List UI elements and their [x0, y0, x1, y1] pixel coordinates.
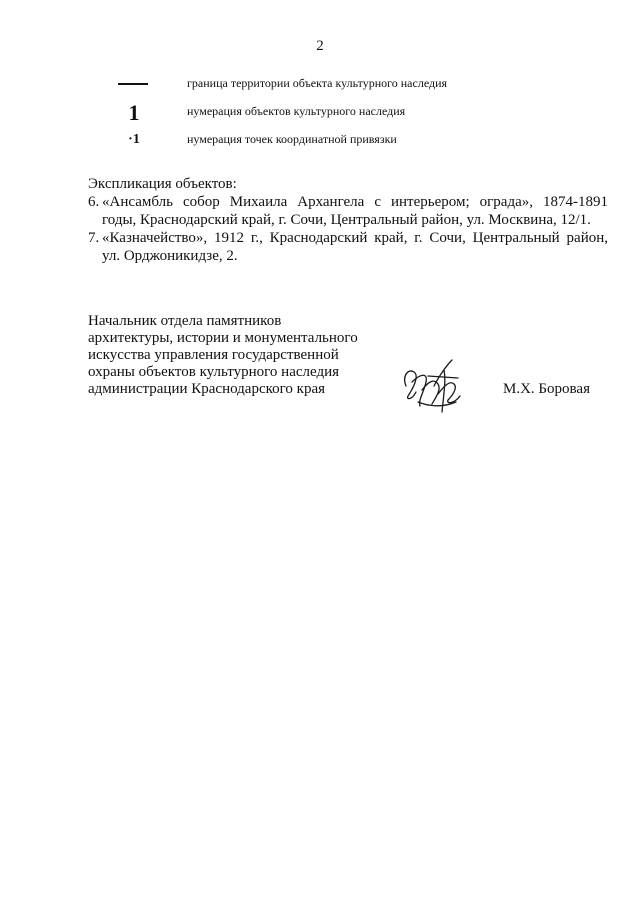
signer-name: М.Х. Боровая [503, 381, 590, 397]
signature-position [88, 313, 388, 398]
item-line: «Ансамбль собор Михаила Архангела с интерьером; ограда», 1874-1891 [102, 194, 608, 210]
explication-item [88, 193, 608, 229]
explication-title: Экспликация объектов: [88, 176, 237, 192]
explication-item [88, 229, 608, 265]
object-number-symbol: 1 [128, 100, 140, 125]
legend-row-object-number [110, 102, 530, 130]
item-number: 6. [88, 194, 100, 210]
position-line: Начальник отдела памятников [88, 313, 282, 329]
item-line: ул. Орджоникидзе, 2. [102, 248, 238, 264]
legend-row-boundary [110, 74, 530, 102]
handwritten-signature [398, 356, 470, 418]
position-line: охраны объектов культурного наследия [88, 364, 340, 380]
position-line: администрации Краснодарского края [88, 381, 326, 397]
legend-row-point-number [110, 130, 530, 158]
page-number: 2 [316, 38, 324, 54]
position-line: искусства управления государственной [88, 347, 339, 363]
legend-text: нумерация точек координатной привязки [187, 132, 397, 146]
point-number-symbol: ·1 [128, 132, 140, 147]
legend-text: граница территории объекта культурного наследия [187, 76, 448, 90]
item-line: «Казначейство», 1912 г., Краснодарский край, г. Сочи, Центральный район, [102, 230, 608, 246]
position-line: архитектуры, истории и монументального [88, 330, 358, 346]
legend [110, 74, 530, 158]
explication [88, 175, 608, 265]
legend-text: нумерация объектов культурного наследия [187, 104, 406, 118]
item-number: 7. [88, 230, 100, 246]
boundary-line-symbol [118, 83, 148, 85]
item-line: годы, Краснодарский край, г. Сочи, Центральный район, ул. Москвина, 12/1. [102, 212, 591, 228]
